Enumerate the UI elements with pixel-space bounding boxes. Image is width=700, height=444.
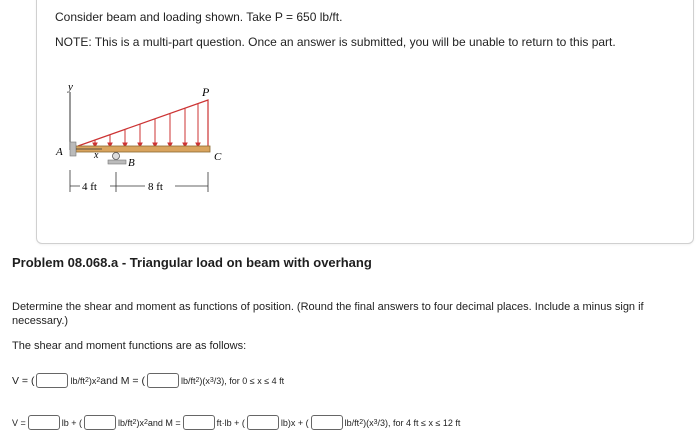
equation-row-2 — [12, 415, 460, 430]
equation-row-1 — [12, 373, 284, 388]
eq1-sup-2: 2 — [96, 377, 101, 384]
problem-title: Problem 08.068.a - Triangular load on beam with overhang — [12, 255, 372, 270]
eq2-text-3: )(x — [363, 417, 374, 428]
m-constant-input-2[interactable] — [183, 415, 215, 430]
triangular-load-outline — [78, 100, 208, 146]
label-b: B — [128, 157, 135, 169]
label-c: C — [214, 151, 222, 163]
eq2-text-1: )x — [136, 417, 144, 428]
eq2-unit-5: lb/ft — [344, 417, 360, 428]
label-x: x — [94, 150, 99, 161]
eq2-unit-1: lb + ( — [61, 417, 83, 428]
label-p: P — [202, 85, 210, 99]
label-a: A — [56, 146, 63, 158]
eq1-text-3: )(x — [199, 375, 210, 386]
v-constant-input-2[interactable] — [28, 415, 60, 430]
m-cubic-input-2[interactable] — [311, 415, 343, 430]
v-coefficient-input-2[interactable] — [84, 415, 116, 430]
support-a — [70, 142, 76, 156]
m-linear-input-2[interactable] — [247, 415, 279, 430]
beam-diagram — [50, 80, 250, 208]
eq1-text-2: and M = ( — [100, 374, 145, 387]
dim-label-8ft: 8 ft — [148, 181, 163, 193]
dim-label-4ft: 4 ft — [82, 181, 97, 193]
eq1-text-1: )x — [88, 375, 97, 386]
label-y: y — [68, 81, 73, 93]
eq2-sup-1: 2 — [132, 419, 137, 426]
beam-figure — [50, 80, 250, 208]
intro-line: Consider beam and loading shown. Take P = 650 lb/ft. — [55, 10, 343, 24]
eq1-unit-1: lb/ft — [70, 375, 85, 386]
m-coefficient-input-1[interactable] — [147, 373, 179, 388]
v-coefficient-input-1[interactable] — [36, 373, 68, 388]
eq2-unit-4: lb)x + ( — [280, 417, 309, 428]
eq2-unit-3: ft·lb + ( — [216, 417, 245, 428]
support-b-base — [108, 160, 126, 164]
eq1-v-lhs: V = ( — [12, 374, 35, 387]
eq2-sup-2: 2 — [143, 419, 148, 426]
eq2-sup-4: 3 — [373, 419, 378, 426]
eq2-v-lhs: V = — [12, 417, 26, 428]
intro-text — [55, 10, 342, 26]
eq1-text-4: /3), for 0 ≤ x ≤ 4 ft — [213, 375, 285, 386]
eq1-sup-4: 3 — [209, 377, 214, 384]
eq1-unit-2: lb/ft — [180, 375, 196, 386]
eq2-text-4: /3), for 4 ft ≤ x ≤ 12 ft — [377, 417, 461, 428]
functions-intro: The shear and moment functions are as follows: — [12, 340, 247, 352]
eq1-sup-1: 2 — [84, 377, 89, 384]
load-arrows — [93, 104, 200, 147]
instructions: Determine the shear and moment as functions of position. (Round the final answers to four decimal places. Include a minus sign if necessary.) — [12, 301, 644, 328]
eq2-sup-3: 2 — [359, 419, 364, 426]
roller-b — [113, 153, 120, 160]
eq2-unit-2: lb/ft — [118, 417, 133, 428]
note-line: NOTE: This is a multi-part question. Once an answer is submitted, you will be unable to return to this part. — [55, 35, 616, 49]
eq2-text-2: and M = — [147, 417, 181, 428]
eq1-sup-3: 2 — [195, 377, 200, 384]
note-text — [55, 35, 616, 51]
